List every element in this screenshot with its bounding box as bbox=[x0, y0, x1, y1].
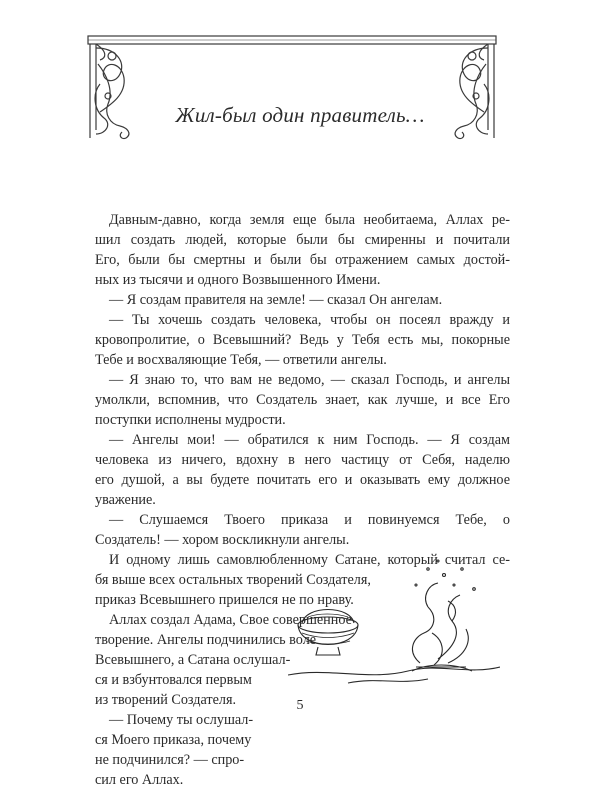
text-line: Давным-давно, когда земля еще была необитаема, Аллах ре- bbox=[109, 212, 510, 228]
text-line: сил его Аллах. bbox=[95, 772, 184, 788]
text-line: И одному лишь самовлюбленному Сатане, который считал се- bbox=[109, 552, 510, 568]
text-line: Его, были бы смертны и были бы отражением самых достой- bbox=[95, 252, 510, 268]
text-line: Всевышнего, а Сатана ослушал- bbox=[95, 652, 291, 668]
bowl-and-fire-illustration bbox=[288, 555, 500, 690]
text-line: ных из тысячи и одного Возвышенного Имени. bbox=[95, 272, 381, 288]
text-line: Аллах создал Адама, Свое совершенное bbox=[109, 612, 352, 628]
text-line: — Я знаю то, что вам не ведомо, — сказал Господь, и ангелы bbox=[109, 372, 510, 388]
chapter-title: Жил-был один правитель… bbox=[175, 103, 425, 127]
text-line: из творений Создателя. bbox=[95, 692, 237, 708]
text-line: человека из ничего, вдохну в него частицу от Себя, наделю bbox=[95, 452, 510, 468]
text-line: Тебе и восхваляющие Тебя, — ответили ангелы. bbox=[95, 352, 387, 368]
text-line: уважение. bbox=[95, 492, 156, 508]
text-line: приказ Всевышнего пришелся не по нраву. bbox=[95, 592, 354, 608]
text-line: — Почему ты ослушал- bbox=[109, 712, 254, 728]
page-number: 5 bbox=[296, 698, 304, 713]
text-line: — Я создам правителя на земле! — сказал Он ангелам. bbox=[109, 292, 443, 308]
text-line: поступки исполнены мудрости. bbox=[95, 412, 286, 428]
text-line: творение. Ангелы подчинились воле bbox=[95, 632, 317, 648]
text-line: — Ты хочешь создать человека, чтобы он посеял вражду и bbox=[109, 312, 510, 328]
text-line: ся Моего приказа, почему bbox=[95, 732, 252, 748]
text-line: бя выше всех остальных творений Создателя, bbox=[95, 572, 371, 588]
text-line: — Слушаемся Твоего приказа и повинуемся Тебе, о bbox=[109, 512, 510, 528]
text-line: кровопролитие, о Всевышний? Ведь у Тебя есть мы, покорные bbox=[95, 332, 510, 348]
text-line: его душой, а вы будете почитать его и оказывать ему должное bbox=[95, 472, 510, 488]
text-line: не подчинился? — спро- bbox=[95, 752, 245, 768]
text-line: ся и взбунтовался первым bbox=[95, 672, 252, 688]
text-line: — Ангелы мои! — обратился к ним Господь. — Я создам bbox=[109, 432, 510, 448]
text-line: умолкли, вспомнив, что Создатель знает, как лучше, и все Его bbox=[95, 392, 510, 408]
text-line: Создатель! — хором воскликнули ангелы. bbox=[95, 532, 350, 548]
text-line: шил создать людей, которые были бы смиренны и почитали bbox=[95, 232, 510, 248]
